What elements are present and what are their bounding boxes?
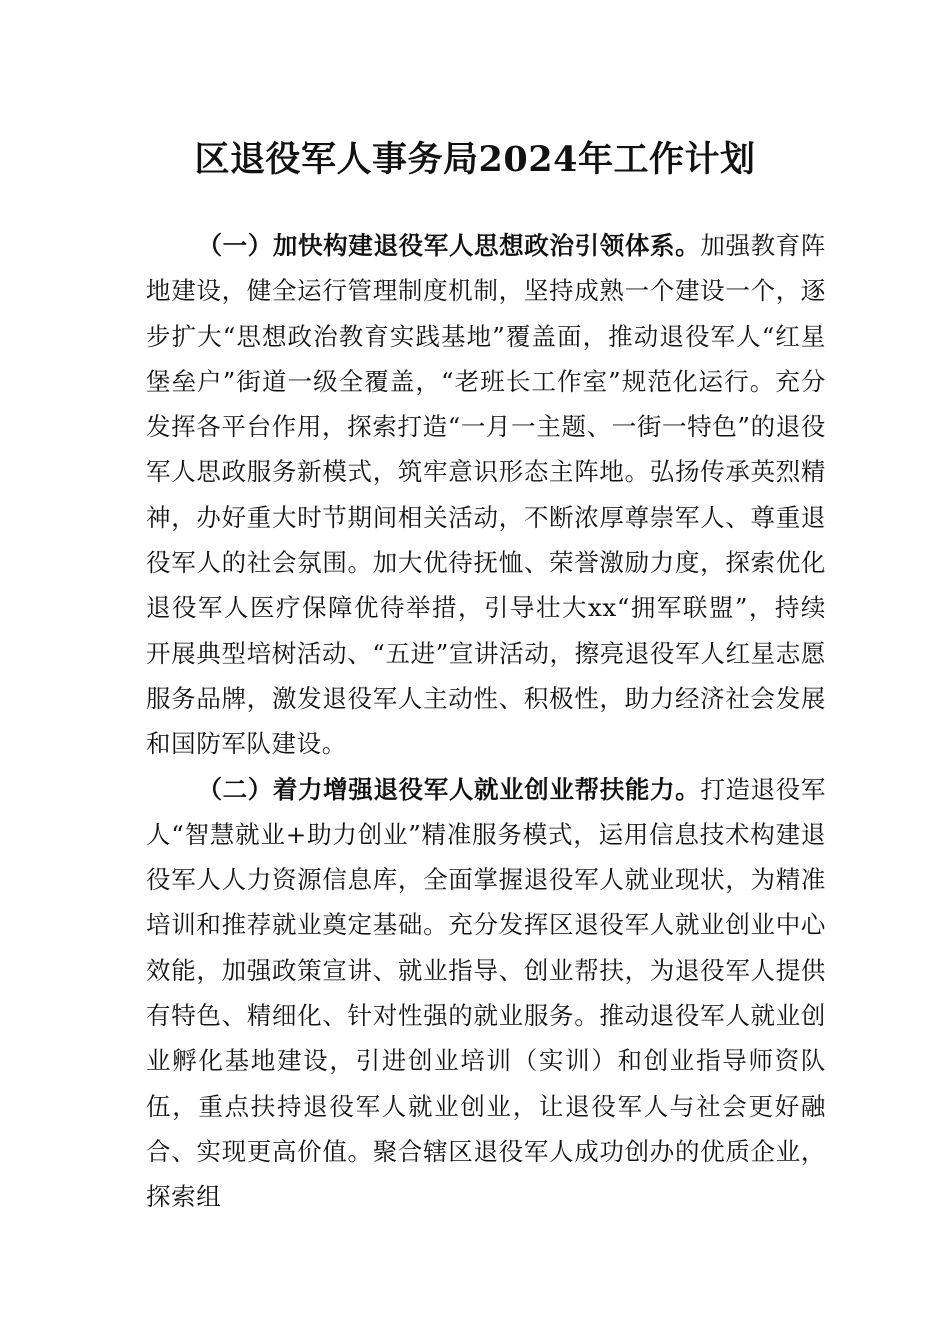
document-title: 区退役军人事务局2024年工作计划 (194, 139, 756, 180)
paragraph-2-text: 打造退役军人“智慧就业+助力创业”精准服务模式，运用信息技术构建退役军人人力资源信息库，全面掌握退役军人就业现状，为精准培训和推荐就业奠定基础。充分发挥区退役军人就业创业中心效能，加强政策宣讲、就业指导、创业帮扶，为退役军人提供有特色、精细化、针对性强的就业服务。推动退役军人就业创业孵化基地建设，引进创业培训（实训）和创业指导师资队伍，重点扶持退役军人就业创业，让退役军人与社会更好融合、实现更高价值。聚合辖区退役军人成功创办的优质企业，探索组 (146, 774, 827, 1212)
paragraph-2 (146, 767, 826, 1220)
paragraph-1 (146, 223, 826, 767)
paragraph-1-text: 加强教育阵地建设，健全运行管理制度机制，坚持成熟一个建设一个，逐步扩大“思想政治教育实践基地”覆盖面，推动退役军人“红星堡垒户”街道一级全覆盖，“老班长工作室”规范化运行。充分发挥各平台作用，探索打造“一月一主题、一街一特色”的退役军人思政服务新模式，筑牢意识形态主阵地。弘扬传承英烈精神，办好重大时节期间相关活动，不断浓厚尊崇军人、尊重退役军人的社会氛围。加大优待抚恤、荣誉激励力度，探索优化退役军人医疗保障优待举措，引导壮大xx“拥军联盟”，持续开展典型培树活动、“五进”宣讲活动，擦亮退役军人红星志愿服务品牌，激发退役军人主动性、积极性，助力经济社会发展和国防军队建设。 (146, 231, 827, 759)
paragraph-2-heading: （二）着力增强退役军人就业创业帮扶能力。 (197, 774, 701, 804)
paragraph-1-heading: （一）加快构建退役军人思想政治引领体系。 (197, 231, 701, 260)
document-body (146, 223, 826, 1220)
